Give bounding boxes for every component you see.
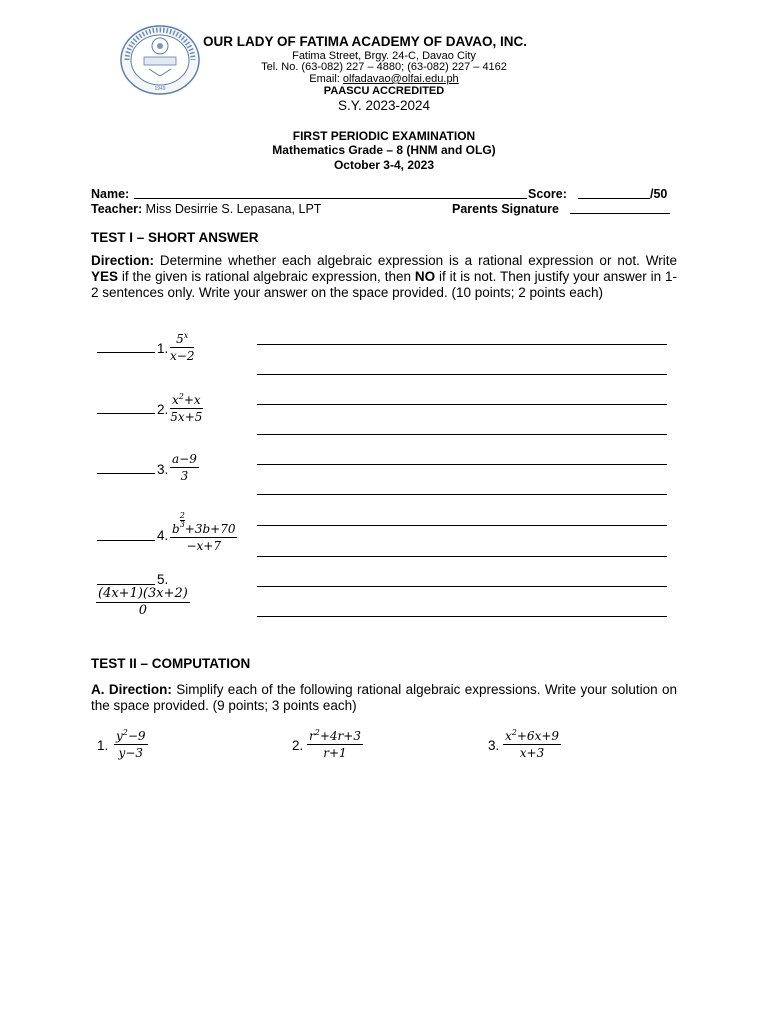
school-name: OUR LADY OF FATIMA ACADEMY OF DAVAO, INC. (203, 34, 527, 49)
test1-direction-text-1: Determine whether each algebraic expression is a rational expression or not. Write (154, 253, 677, 268)
teacher-line (91, 202, 321, 216)
test1-item-2-answer-blank[interactable] (97, 413, 155, 414)
test1-item-3-justification-line-2[interactable] (257, 494, 667, 495)
test1-item-3-expression: $\frac{a-9}{3}$ (172, 452, 197, 483)
test1-item-4-number: 4. (157, 528, 169, 543)
school-email-line (0, 73, 768, 85)
name-label: Name: (91, 187, 130, 201)
test1-item-5-justification-line-2[interactable] (257, 616, 667, 617)
score-label: Score: (528, 187, 567, 201)
test1-item-2-expression: $\frac{x^2+x}{5x+5}$ (170, 392, 203, 424)
test1-item-4-expression: b $\frac{2}{3}$ +3b+70 −x+7 (172, 511, 236, 553)
test1-item-4-justification-line-2[interactable] (257, 556, 667, 557)
test2-item-1-number: 1. (97, 738, 109, 753)
test1-item-4-justification-line-1[interactable] (257, 525, 667, 526)
test2-direction (91, 682, 677, 714)
test1-direction (91, 253, 677, 301)
test1-item-5-answer-blank[interactable] (97, 584, 155, 585)
test1-item-2-justification-line-2[interactable] (257, 434, 667, 435)
test1-item-3-number: 3. (157, 462, 169, 477)
test2-item-3-number: 3. (488, 738, 500, 753)
email-link[interactable]: olfadavao@olfai.edu.ph (342, 73, 459, 85)
school-telephone: Tel. No. (63-082) 227 – 4880; (63-082) 227 – 4162 (261, 61, 507, 73)
test1-item-3-justification-line-1[interactable] (257, 464, 667, 465)
test2-item-2-number: 2. (292, 738, 304, 753)
test1-item-5-expression: $\frac{(4x+1)(3x+2)}{0}$ (98, 586, 188, 618)
parents-signature-field[interactable] (570, 213, 670, 214)
teacher-name: Miss Desirrie S. Lepasana, LPT (142, 202, 322, 216)
test1-direction-text-2: if the given is rational algebraic expression, then (118, 269, 415, 284)
test1-item-3-answer-blank[interactable] (97, 473, 155, 474)
test1-heading: TEST I – SHORT ANSWER (91, 230, 259, 245)
no-keyword: NO (414, 269, 436, 284)
accreditation: PAASCU ACCREDITED (323, 85, 445, 97)
test1-direction-label: Direction: (91, 253, 155, 268)
test1-item-1-expression: $\frac{5^x}{x-2}$ (170, 331, 195, 363)
test2-item-1-expression: $\frac{y^2-9}{y-3}$ (116, 728, 146, 760)
test2-direction-text: Simplify each of the following rational algebraic expressions. Write your solution on the space provided. (9 points; 3 points each) (91, 682, 677, 713)
test1-item-1-justification-line-1[interactable] (257, 344, 667, 345)
parents-signature-label: Parents Signature (452, 202, 559, 216)
exam-title: FIRST PERIODIC EXAMINATION (292, 129, 476, 143)
school-address: Fatima Street, Brgy. 24-C, Davao City (292, 50, 476, 62)
test1-direction-text-3: if it is not. Then justify your answer in 1-2 sentences only. Write your answer on the space provided. (10 points; 2 points each) (91, 269, 678, 300)
test1-item-5-justification-line-1[interactable] (257, 586, 667, 587)
test1-item-2-number: 2. (157, 402, 169, 417)
test2-heading: TEST II – COMPUTATION (91, 656, 251, 671)
school-year: S.Y. 2023-2024 (337, 98, 431, 113)
exam-subject: Mathematics Grade – 8 (HNM and OLG) (272, 143, 496, 157)
test1-item-1-answer-blank[interactable] (97, 352, 155, 353)
test1-item-2-justification-line-1[interactable] (257, 404, 667, 405)
test2-item-2-expression: $\frac{r^2+4r+3}{r+1}$ (309, 728, 361, 760)
name-field[interactable] (134, 198, 527, 199)
score-total: /50 (650, 187, 668, 201)
email-label: Email: (309, 73, 343, 85)
test1-item-4-answer-blank[interactable] (97, 540, 155, 541)
exam-date: October 3-4, 2023 (333, 158, 435, 172)
yes-keyword: YES (91, 269, 119, 284)
svg-text:1949: 1949 (154, 86, 166, 92)
test1-item-5-number: 5. (157, 572, 169, 587)
test1-item-1-justification-line-2[interactable] (257, 374, 667, 375)
teacher-label: Teacher: (91, 202, 143, 216)
test1-item-1-number: 1. (157, 341, 169, 356)
test2-direction-label: A. Direction: (91, 682, 172, 697)
score-field[interactable] (578, 198, 650, 199)
test2-item-3-expression: $\frac{x^2+6x+9}{x+3}$ (505, 728, 560, 760)
